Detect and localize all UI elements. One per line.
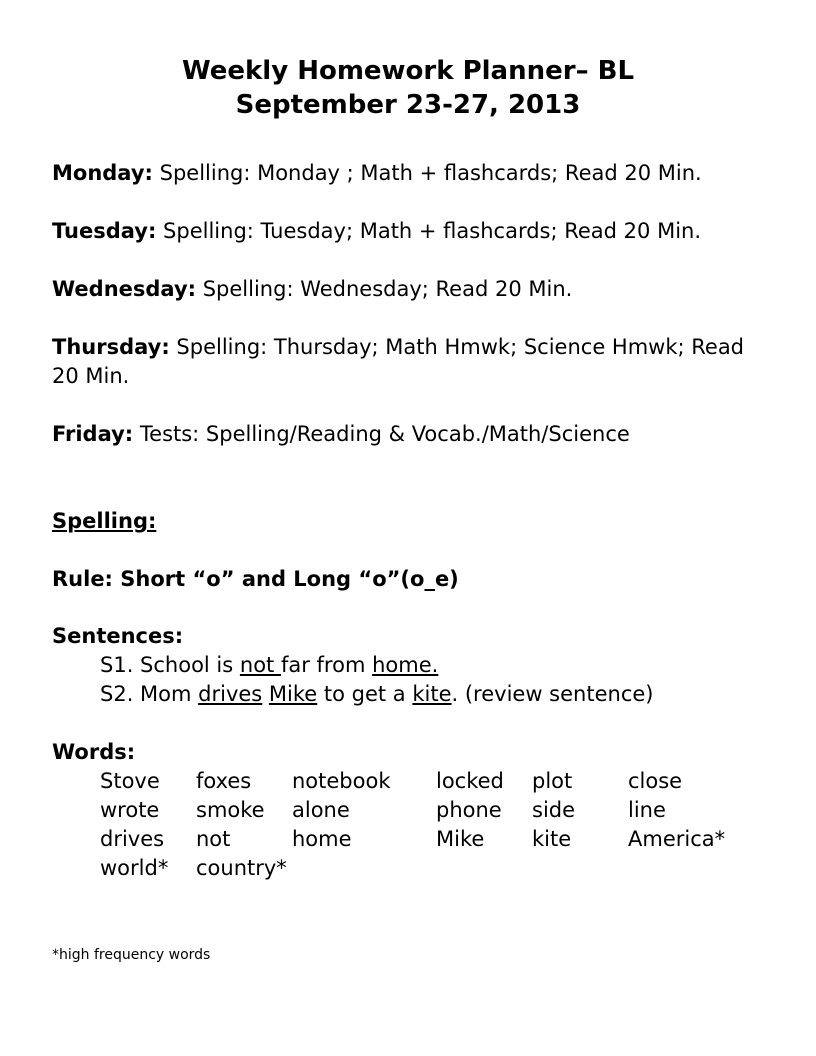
spelling-word: plot <box>532 769 573 793</box>
spelling-word: notebook <box>292 769 391 793</box>
sentence-2-underlined-word: Mike <box>268 682 318 706</box>
spelling-word: home <box>292 827 352 851</box>
thursday-entry <box>52 333 744 362</box>
spelling-word: side <box>532 798 576 822</box>
sentence-2-part: S2. Mom <box>100 682 199 706</box>
sentence-1 <box>100 651 438 680</box>
spelling-word <box>436 854 532 883</box>
sentence-2 <box>100 680 653 709</box>
spelling-word: foxes <box>196 769 252 793</box>
word-row <box>100 825 724 854</box>
spelling-word: wrote <box>100 798 160 822</box>
sentence-1-underlined-word: not <box>239 653 281 677</box>
spelling-word <box>292 854 436 883</box>
sentence-1-underlined-word: home. <box>372 653 439 677</box>
spelling-rule: Rule: Short “o” and Long “o”(o_e) <box>52 567 459 591</box>
sentence-2-underlined-word: drives <box>198 682 263 706</box>
spelling-word: world* <box>100 856 169 880</box>
sentence-2-underlined-word: kite <box>412 682 452 706</box>
spelling-word: Mike <box>436 827 485 851</box>
friday-label: Friday: <box>52 422 134 446</box>
wednesday-text: Spelling: Wednesday; Read 20 Min. <box>202 277 573 301</box>
word-row <box>100 796 724 825</box>
sentence-1-part: S1. School is <box>100 653 240 677</box>
thursday-entry-continued: 20 Min. <box>52 364 130 388</box>
spelling-word: alone <box>292 798 350 822</box>
word-row <box>100 767 724 796</box>
sentence-2-part: . (review sentence) <box>451 682 654 706</box>
tuesday-text: Spelling: Tuesday; Math + flashcards; Read 20 Min. <box>163 219 702 243</box>
spelling-word: line <box>628 798 666 822</box>
sentence-1-part: far from <box>280 653 373 677</box>
sentence-2-part: to get a <box>317 682 413 706</box>
spelling-word: close <box>628 769 683 793</box>
thursday-text: Spelling: Thursday; Math Hmwk; Science Hmwk; Read <box>176 335 745 359</box>
planner-title: Weekly Homework Planner– BL <box>181 56 635 86</box>
friday-text: Tests: Spelling/Reading & Vocab./Math/Science <box>139 422 630 446</box>
wednesday-label: Wednesday: <box>52 277 197 301</box>
spelling-word: country* <box>196 856 287 880</box>
spelling-word: Stove <box>100 769 160 793</box>
monday-label: Monday: <box>52 161 153 185</box>
spelling-heading: Spelling: <box>52 509 157 533</box>
spelling-word: not <box>196 827 231 851</box>
spelling-word <box>532 854 628 883</box>
planner-date-range: September 23-27, 2013 <box>235 90 581 120</box>
tuesday-entry <box>52 217 701 246</box>
thursday-label: Thursday: <box>52 335 170 359</box>
spelling-word: America* <box>628 827 726 851</box>
monday-entry <box>52 159 702 188</box>
spelling-word: smoke <box>196 798 265 822</box>
monday-text: Spelling: Monday ; Math + flashcards; Read 20 Min. <box>159 161 702 185</box>
sentences-heading: Sentences: <box>52 624 184 648</box>
spelling-word: kite <box>532 827 572 851</box>
spelling-word: locked <box>436 769 504 793</box>
spelling-word: phone <box>436 798 502 822</box>
tuesday-label: Tuesday: <box>52 219 157 243</box>
spelling-word: drives <box>100 827 165 851</box>
sentence-2-part <box>262 682 269 706</box>
wednesday-entry <box>52 275 572 304</box>
word-row <box>100 854 724 883</box>
words-heading: Words: <box>52 740 136 764</box>
footnote: *high frequency words <box>52 947 211 963</box>
spelling-word-list <box>100 767 724 883</box>
spelling-word <box>628 854 724 883</box>
friday-entry <box>52 420 630 449</box>
